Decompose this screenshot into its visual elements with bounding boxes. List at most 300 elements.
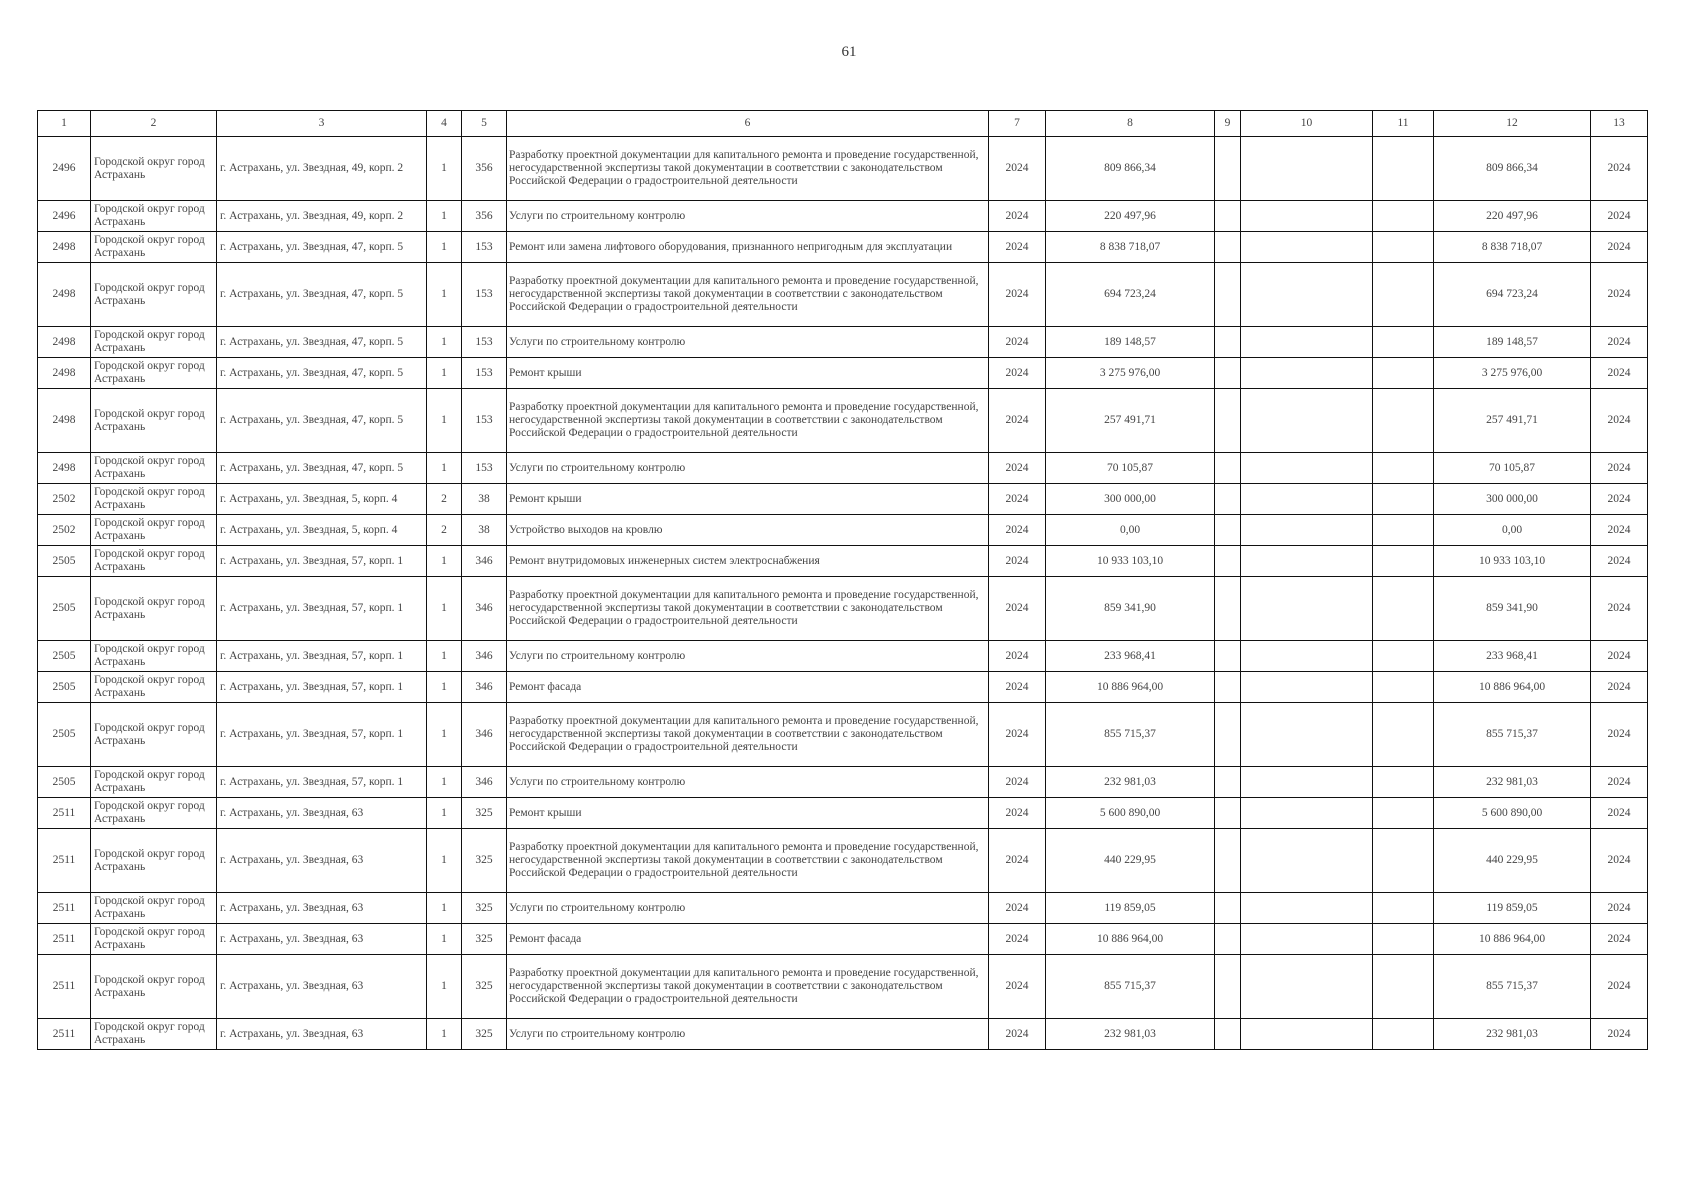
year-cell: 2024 bbox=[989, 641, 1046, 672]
municipality-cell: Городской округ город Астрахань bbox=[91, 137, 217, 201]
total-cost-cell: 300 000,00 bbox=[1046, 484, 1215, 515]
col-5-cell: 346 bbox=[462, 672, 507, 703]
year-cell: 2024 bbox=[989, 327, 1046, 358]
row-number-cell: 2502 bbox=[38, 515, 91, 546]
address-cell: г. Астрахань, ул. Звездная, 47, корп. 5 bbox=[217, 389, 427, 453]
completion-year-cell: 2024 bbox=[1591, 515, 1648, 546]
col-4-cell: 1 bbox=[427, 798, 462, 829]
municipality-cell: Городской округ город Астрахань bbox=[91, 453, 217, 484]
year-cell: 2024 bbox=[989, 358, 1046, 389]
col-11-cell bbox=[1373, 389, 1434, 453]
row-number-cell: 2498 bbox=[38, 327, 91, 358]
table-row bbox=[38, 767, 1648, 798]
year-cell: 2024 bbox=[989, 767, 1046, 798]
municipality-cell: Городской округ город Астрахань bbox=[91, 546, 217, 577]
col-4-cell: 1 bbox=[427, 137, 462, 201]
completion-year-cell: 2024 bbox=[1591, 641, 1648, 672]
municipality-cell: Городской округ город Астрахань bbox=[91, 924, 217, 955]
col-5-cell: 325 bbox=[462, 924, 507, 955]
work-type-cell: Услуги по строительному контролю bbox=[507, 1019, 989, 1050]
col-11-cell bbox=[1373, 767, 1434, 798]
fund-cost-cell: 300 000,00 bbox=[1434, 484, 1591, 515]
column-header-1: 1 bbox=[38, 111, 91, 137]
table-row bbox=[38, 358, 1648, 389]
col-10-cell bbox=[1241, 798, 1373, 829]
year-cell: 2024 bbox=[989, 137, 1046, 201]
completion-year-cell: 2024 bbox=[1591, 924, 1648, 955]
address-cell: г. Астрахань, ул. Звездная, 57, корп. 1 bbox=[217, 767, 427, 798]
col-11-cell bbox=[1373, 893, 1434, 924]
municipality-cell: Городской округ город Астрахань bbox=[91, 389, 217, 453]
col-4-cell: 1 bbox=[427, 672, 462, 703]
completion-year-cell: 2024 bbox=[1591, 358, 1648, 389]
col-4-cell: 1 bbox=[427, 453, 462, 484]
fund-cost-cell: 70 105,87 bbox=[1434, 453, 1591, 484]
municipality-cell: Городской округ город Астрахань bbox=[91, 358, 217, 389]
fund-cost-cell: 10 886 964,00 bbox=[1434, 924, 1591, 955]
row-number-cell: 2505 bbox=[38, 672, 91, 703]
row-number-cell: 2511 bbox=[38, 829, 91, 893]
work-type-cell: Услуги по строительному контролю bbox=[507, 201, 989, 232]
table-row bbox=[38, 389, 1648, 453]
work-type-cell: Услуги по строительному контролю bbox=[507, 327, 989, 358]
col-10-cell bbox=[1241, 327, 1373, 358]
completion-year-cell: 2024 bbox=[1591, 955, 1648, 1019]
col-5-cell: 346 bbox=[462, 767, 507, 798]
total-cost-cell: 220 497,96 bbox=[1046, 201, 1215, 232]
col-9-cell bbox=[1215, 767, 1241, 798]
col-11-cell bbox=[1373, 515, 1434, 546]
completion-year-cell: 2024 bbox=[1591, 232, 1648, 263]
page-number: 61 bbox=[841, 44, 857, 60]
municipality-cell: Городской округ город Астрахань bbox=[91, 672, 217, 703]
fund-cost-cell: 220 497,96 bbox=[1434, 201, 1591, 232]
col-10-cell bbox=[1241, 201, 1373, 232]
col-11-cell bbox=[1373, 924, 1434, 955]
address-cell: г. Астрахань, ул. Звездная, 57, корп. 1 bbox=[217, 577, 427, 641]
table-row bbox=[38, 672, 1648, 703]
table-row bbox=[38, 577, 1648, 641]
table-row bbox=[38, 1019, 1648, 1050]
table-row bbox=[38, 453, 1648, 484]
total-cost-cell: 859 341,90 bbox=[1046, 577, 1215, 641]
address-cell: г. Астрахань, ул. Звездная, 47, корп. 5 bbox=[217, 358, 427, 389]
completion-year-cell: 2024 bbox=[1591, 263, 1648, 327]
address-cell: г. Астрахань, ул. Звездная, 63 bbox=[217, 924, 427, 955]
completion-year-cell: 2024 bbox=[1591, 453, 1648, 484]
col-11-cell bbox=[1373, 484, 1434, 515]
col-10-cell bbox=[1241, 484, 1373, 515]
work-type-cell: Ремонт крыши bbox=[507, 484, 989, 515]
row-number-cell: 2496 bbox=[38, 137, 91, 201]
col-4-cell: 1 bbox=[427, 641, 462, 672]
col-9-cell bbox=[1215, 1019, 1241, 1050]
municipality-cell: Городской округ город Астрахань bbox=[91, 703, 217, 767]
row-number-cell: 2498 bbox=[38, 358, 91, 389]
fund-cost-cell: 855 715,37 bbox=[1434, 703, 1591, 767]
col-11-cell bbox=[1373, 453, 1434, 484]
address-cell: г. Астрахань, ул. Звездная, 47, корп. 5 bbox=[217, 327, 427, 358]
total-cost-cell: 10 886 964,00 bbox=[1046, 672, 1215, 703]
municipality-cell: Городской округ город Астрахань bbox=[91, 201, 217, 232]
total-cost-cell: 694 723,24 bbox=[1046, 263, 1215, 327]
table-row bbox=[38, 924, 1648, 955]
col-10-cell bbox=[1241, 263, 1373, 327]
work-type-cell: Разработку проектной документации для капитального ремонта и проведение государственной, негосударственной экспертизы такой документации в соответствии с законодательством Российской Федерации о градостроительной деятельности bbox=[507, 955, 989, 1019]
row-number-cell: 2505 bbox=[38, 641, 91, 672]
table-row bbox=[38, 893, 1648, 924]
row-number-cell: 2498 bbox=[38, 453, 91, 484]
col-5-cell: 153 bbox=[462, 453, 507, 484]
column-header-7: 7 bbox=[989, 111, 1046, 137]
municipality-cell: Городской округ город Астрахань bbox=[91, 232, 217, 263]
col-9-cell bbox=[1215, 703, 1241, 767]
total-cost-cell: 70 105,87 bbox=[1046, 453, 1215, 484]
table-row bbox=[38, 829, 1648, 893]
completion-year-cell: 2024 bbox=[1591, 798, 1648, 829]
row-number-cell: 2505 bbox=[38, 577, 91, 641]
col-10-cell bbox=[1241, 893, 1373, 924]
col-10-cell bbox=[1241, 829, 1373, 893]
total-cost-cell: 119 859,05 bbox=[1046, 893, 1215, 924]
col-10-cell bbox=[1241, 358, 1373, 389]
fund-cost-cell: 0,00 bbox=[1434, 515, 1591, 546]
col-5-cell: 153 bbox=[462, 232, 507, 263]
total-cost-cell: 809 866,34 bbox=[1046, 137, 1215, 201]
completion-year-cell: 2024 bbox=[1591, 137, 1648, 201]
table-row bbox=[38, 515, 1648, 546]
column-header-12: 12 bbox=[1434, 111, 1591, 137]
year-cell: 2024 bbox=[989, 263, 1046, 327]
col-9-cell bbox=[1215, 924, 1241, 955]
municipality-cell: Городской округ город Астрахань bbox=[91, 1019, 217, 1050]
address-cell: г. Астрахань, ул. Звездная, 47, корп. 5 bbox=[217, 453, 427, 484]
table-row bbox=[38, 955, 1648, 1019]
col-10-cell bbox=[1241, 641, 1373, 672]
fund-cost-cell: 232 981,03 bbox=[1434, 767, 1591, 798]
work-type-cell: Ремонт внутридомовых инженерных систем электроснабжения bbox=[507, 546, 989, 577]
col-10-cell bbox=[1241, 577, 1373, 641]
column-header-9: 9 bbox=[1215, 111, 1241, 137]
col-4-cell: 1 bbox=[427, 703, 462, 767]
total-cost-cell: 5 600 890,00 bbox=[1046, 798, 1215, 829]
col-4-cell: 1 bbox=[427, 767, 462, 798]
col-5-cell: 153 bbox=[462, 389, 507, 453]
col-9-cell bbox=[1215, 672, 1241, 703]
year-cell: 2024 bbox=[989, 232, 1046, 263]
row-number-cell: 2505 bbox=[38, 546, 91, 577]
work-type-cell: Услуги по строительному контролю bbox=[507, 893, 989, 924]
address-cell: г. Астрахань, ул. Звездная, 5, корп. 4 bbox=[217, 484, 427, 515]
col-5-cell: 346 bbox=[462, 641, 507, 672]
col-5-cell: 356 bbox=[462, 201, 507, 232]
col-11-cell bbox=[1373, 137, 1434, 201]
col-10-cell bbox=[1241, 389, 1373, 453]
municipality-cell: Городской округ город Астрахань bbox=[91, 515, 217, 546]
row-number-cell: 2511 bbox=[38, 955, 91, 1019]
fund-cost-cell: 809 866,34 bbox=[1434, 137, 1591, 201]
fund-cost-cell: 3 275 976,00 bbox=[1434, 358, 1591, 389]
completion-year-cell: 2024 bbox=[1591, 767, 1648, 798]
address-cell: г. Астрахань, ул. Звездная, 49, корп. 2 bbox=[217, 201, 427, 232]
column-header-3: 3 bbox=[217, 111, 427, 137]
col-4-cell: 1 bbox=[427, 546, 462, 577]
column-header-6: 6 bbox=[507, 111, 989, 137]
completion-year-cell: 2024 bbox=[1591, 893, 1648, 924]
col-5-cell: 38 bbox=[462, 484, 507, 515]
address-cell: г. Астрахань, ул. Звездная, 63 bbox=[217, 893, 427, 924]
work-type-cell: Ремонт фасада bbox=[507, 924, 989, 955]
fund-cost-cell: 189 148,57 bbox=[1434, 327, 1591, 358]
col-11-cell bbox=[1373, 358, 1434, 389]
row-number-cell: 2502 bbox=[38, 484, 91, 515]
row-number-cell: 2511 bbox=[38, 924, 91, 955]
col-4-cell: 1 bbox=[427, 389, 462, 453]
column-header-13: 13 bbox=[1591, 111, 1648, 137]
row-number-cell: 2498 bbox=[38, 232, 91, 263]
fund-cost-cell: 232 981,03 bbox=[1434, 1019, 1591, 1050]
year-cell: 2024 bbox=[989, 829, 1046, 893]
address-cell: г. Астрахань, ул. Звездная, 47, корп. 5 bbox=[217, 263, 427, 327]
table-row bbox=[38, 201, 1648, 232]
col-9-cell bbox=[1215, 955, 1241, 1019]
municipality-cell: Городской округ город Астрахань bbox=[91, 484, 217, 515]
fund-cost-cell: 257 491,71 bbox=[1434, 389, 1591, 453]
fund-cost-cell: 859 341,90 bbox=[1434, 577, 1591, 641]
year-cell: 2024 bbox=[989, 955, 1046, 1019]
col-9-cell bbox=[1215, 798, 1241, 829]
col-11-cell bbox=[1373, 1019, 1434, 1050]
year-cell: 2024 bbox=[989, 798, 1046, 829]
col-4-cell: 1 bbox=[427, 577, 462, 641]
col-5-cell: 325 bbox=[462, 798, 507, 829]
address-cell: г. Астрахань, ул. Звездная, 57, корп. 1 bbox=[217, 672, 427, 703]
col-11-cell bbox=[1373, 263, 1434, 327]
address-cell: г. Астрахань, ул. Звездная, 57, корп. 1 bbox=[217, 641, 427, 672]
col-11-cell bbox=[1373, 955, 1434, 1019]
address-cell: г. Астрахань, ул. Звездная, 63 bbox=[217, 798, 427, 829]
address-cell: г. Астрахань, ул. Звездная, 5, корп. 4 bbox=[217, 515, 427, 546]
col-5-cell: 346 bbox=[462, 546, 507, 577]
total-cost-cell: 10 933 103,10 bbox=[1046, 546, 1215, 577]
col-5-cell: 346 bbox=[462, 577, 507, 641]
total-cost-cell: 189 148,57 bbox=[1046, 327, 1215, 358]
col-9-cell bbox=[1215, 515, 1241, 546]
completion-year-cell: 2024 bbox=[1591, 703, 1648, 767]
col-9-cell bbox=[1215, 263, 1241, 327]
work-type-cell: Услуги по строительному контролю bbox=[507, 641, 989, 672]
col-9-cell bbox=[1215, 641, 1241, 672]
col-9-cell bbox=[1215, 453, 1241, 484]
col-5-cell: 346 bbox=[462, 703, 507, 767]
total-cost-cell: 440 229,95 bbox=[1046, 829, 1215, 893]
row-number-cell: 2496 bbox=[38, 201, 91, 232]
row-number-cell: 2498 bbox=[38, 389, 91, 453]
total-cost-cell: 233 968,41 bbox=[1046, 641, 1215, 672]
row-number-cell: 2511 bbox=[38, 893, 91, 924]
total-cost-cell: 855 715,37 bbox=[1046, 703, 1215, 767]
col-9-cell bbox=[1215, 829, 1241, 893]
col-5-cell: 153 bbox=[462, 327, 507, 358]
completion-year-cell: 2024 bbox=[1591, 201, 1648, 232]
col-11-cell bbox=[1373, 327, 1434, 358]
col-9-cell bbox=[1215, 358, 1241, 389]
table-row bbox=[38, 232, 1648, 263]
year-cell: 2024 bbox=[989, 484, 1046, 515]
col-11-cell bbox=[1373, 703, 1434, 767]
work-type-cell: Разработку проектной документации для капитального ремонта и проведение государственной, негосударственной экспертизы такой документации в соответствии с законодательством Российской Федерации о градостроительной деятельности bbox=[507, 829, 989, 893]
col-9-cell bbox=[1215, 484, 1241, 515]
col-10-cell bbox=[1241, 546, 1373, 577]
col-5-cell: 153 bbox=[462, 263, 507, 327]
work-type-cell: Ремонт крыши bbox=[507, 798, 989, 829]
fund-cost-cell: 10 886 964,00 bbox=[1434, 672, 1591, 703]
col-4-cell: 1 bbox=[427, 327, 462, 358]
total-cost-cell: 0,00 bbox=[1046, 515, 1215, 546]
fund-cost-cell: 8 838 718,07 bbox=[1434, 232, 1591, 263]
col-9-cell bbox=[1215, 577, 1241, 641]
col-10-cell bbox=[1241, 453, 1373, 484]
header-row bbox=[38, 111, 1648, 137]
table-row bbox=[38, 327, 1648, 358]
col-9-cell bbox=[1215, 232, 1241, 263]
table-body bbox=[38, 137, 1648, 1050]
year-cell: 2024 bbox=[989, 924, 1046, 955]
column-header-5: 5 bbox=[462, 111, 507, 137]
year-cell: 2024 bbox=[989, 577, 1046, 641]
total-cost-cell: 232 981,03 bbox=[1046, 1019, 1215, 1050]
work-type-cell: Разработку проектной документации для капитального ремонта и проведение государственной, негосударственной экспертизы такой документации в соответствии с законодательством Российской Федерации о градостроительной деятельности bbox=[507, 703, 989, 767]
year-cell: 2024 bbox=[989, 515, 1046, 546]
fund-cost-cell: 233 968,41 bbox=[1434, 641, 1591, 672]
col-9-cell bbox=[1215, 137, 1241, 201]
year-cell: 2024 bbox=[989, 389, 1046, 453]
col-4-cell: 1 bbox=[427, 829, 462, 893]
completion-year-cell: 2024 bbox=[1591, 484, 1648, 515]
col-11-cell bbox=[1373, 201, 1434, 232]
col-4-cell: 1 bbox=[427, 232, 462, 263]
col-11-cell bbox=[1373, 829, 1434, 893]
col-5-cell: 38 bbox=[462, 515, 507, 546]
address-cell: г. Астрахань, ул. Звездная, 57, корп. 1 bbox=[217, 546, 427, 577]
table-row bbox=[38, 137, 1648, 201]
work-type-cell: Ремонт или замена лифтового оборудования, признанного непригодным для эксплуатации bbox=[507, 232, 989, 263]
col-10-cell bbox=[1241, 767, 1373, 798]
work-type-cell: Разработку проектной документации для капитального ремонта и проведение государственной, негосударственной экспертизы такой документации в соответствии с законодательством Российской Федерации о градостроительной деятельности bbox=[507, 263, 989, 327]
work-type-cell: Услуги по строительному контролю bbox=[507, 453, 989, 484]
year-cell: 2024 bbox=[989, 1019, 1046, 1050]
col-9-cell bbox=[1215, 546, 1241, 577]
col-9-cell bbox=[1215, 201, 1241, 232]
col-5-cell: 356 bbox=[462, 137, 507, 201]
fund-cost-cell: 440 229,95 bbox=[1434, 829, 1591, 893]
municipality-cell: Городской округ город Астрахань bbox=[91, 327, 217, 358]
col-4-cell: 1 bbox=[427, 201, 462, 232]
col-11-cell bbox=[1373, 546, 1434, 577]
column-header-10: 10 bbox=[1241, 111, 1373, 137]
municipality-cell: Городской округ город Астрахань bbox=[91, 893, 217, 924]
completion-year-cell: 2024 bbox=[1591, 546, 1648, 577]
work-type-cell: Разработку проектной документации для капитального ремонта и проведение государственной, негосударственной экспертизы такой документации в соответствии с законодательством Российской Федерации о градостроительной деятельности bbox=[507, 389, 989, 453]
table-row bbox=[38, 546, 1648, 577]
completion-year-cell: 2024 bbox=[1591, 327, 1648, 358]
col-5-cell: 325 bbox=[462, 955, 507, 1019]
total-cost-cell: 8 838 718,07 bbox=[1046, 232, 1215, 263]
table-row bbox=[38, 484, 1648, 515]
year-cell: 2024 bbox=[989, 672, 1046, 703]
table-row bbox=[38, 703, 1648, 767]
column-header-2: 2 bbox=[91, 111, 217, 137]
fund-cost-cell: 694 723,24 bbox=[1434, 263, 1591, 327]
work-type-cell: Услуги по строительному контролю bbox=[507, 767, 989, 798]
total-cost-cell: 3 275 976,00 bbox=[1046, 358, 1215, 389]
col-10-cell bbox=[1241, 703, 1373, 767]
total-cost-cell: 10 886 964,00 bbox=[1046, 924, 1215, 955]
col-10-cell bbox=[1241, 955, 1373, 1019]
col-11-cell bbox=[1373, 672, 1434, 703]
total-cost-cell: 232 981,03 bbox=[1046, 767, 1215, 798]
address-cell: г. Астрахань, ул. Звездная, 63 bbox=[217, 829, 427, 893]
col-9-cell bbox=[1215, 327, 1241, 358]
col-4-cell: 1 bbox=[427, 924, 462, 955]
col-10-cell bbox=[1241, 1019, 1373, 1050]
col-11-cell bbox=[1373, 232, 1434, 263]
work-type-cell: Ремонт крыши bbox=[507, 358, 989, 389]
col-11-cell bbox=[1373, 641, 1434, 672]
completion-year-cell: 2024 bbox=[1591, 672, 1648, 703]
municipality-cell: Городской округ город Астрахань bbox=[91, 955, 217, 1019]
table-row bbox=[38, 641, 1648, 672]
row-number-cell: 2498 bbox=[38, 263, 91, 327]
row-number-cell: 2511 bbox=[38, 1019, 91, 1050]
col-4-cell: 1 bbox=[427, 893, 462, 924]
table-row bbox=[38, 263, 1648, 327]
row-number-cell: 2511 bbox=[38, 798, 91, 829]
address-cell: г. Астрахань, ул. Звездная, 63 bbox=[217, 955, 427, 1019]
municipality-cell: Городской округ город Астрахань bbox=[91, 577, 217, 641]
col-10-cell bbox=[1241, 232, 1373, 263]
col-4-cell: 1 bbox=[427, 955, 462, 1019]
col-5-cell: 153 bbox=[462, 358, 507, 389]
work-type-cell: Разработку проектной документации для капитального ремонта и проведение государственной, негосударственной экспертизы такой документации в соответствии с законодательством Российской Федерации о градостроительной деятельности bbox=[507, 577, 989, 641]
address-cell: г. Астрахань, ул. Звездная, 47, корп. 5 bbox=[217, 232, 427, 263]
column-header-4: 4 bbox=[427, 111, 462, 137]
completion-year-cell: 2024 bbox=[1591, 389, 1648, 453]
capital-repair-table bbox=[37, 110, 1648, 1050]
col-5-cell: 325 bbox=[462, 829, 507, 893]
address-cell: г. Астрахань, ул. Звездная, 57, корп. 1 bbox=[217, 703, 427, 767]
municipality-cell: Городской округ город Астрахань bbox=[91, 829, 217, 893]
year-cell: 2024 bbox=[989, 453, 1046, 484]
address-cell: г. Астрахань, ул. Звездная, 63 bbox=[217, 1019, 427, 1050]
col-9-cell bbox=[1215, 389, 1241, 453]
total-cost-cell: 855 715,37 bbox=[1046, 955, 1215, 1019]
year-cell: 2024 bbox=[989, 703, 1046, 767]
col-4-cell: 2 bbox=[427, 484, 462, 515]
col-10-cell bbox=[1241, 924, 1373, 955]
completion-year-cell: 2024 bbox=[1591, 577, 1648, 641]
col-4-cell: 2 bbox=[427, 515, 462, 546]
column-header-8: 8 bbox=[1046, 111, 1215, 137]
fund-cost-cell: 10 933 103,10 bbox=[1434, 546, 1591, 577]
work-type-cell: Разработку проектной документации для капитального ремонта и проведение государственной, негосударственной экспертизы такой документации в соответствии с законодательством Российской Федерации о градостроительной деятельности bbox=[507, 137, 989, 201]
completion-year-cell: 2024 bbox=[1591, 1019, 1648, 1050]
completion-year-cell: 2024 bbox=[1591, 829, 1648, 893]
row-number-cell: 2505 bbox=[38, 767, 91, 798]
fund-cost-cell: 855 715,37 bbox=[1434, 955, 1591, 1019]
fund-cost-cell: 5 600 890,00 bbox=[1434, 798, 1591, 829]
col-4-cell: 1 bbox=[427, 358, 462, 389]
